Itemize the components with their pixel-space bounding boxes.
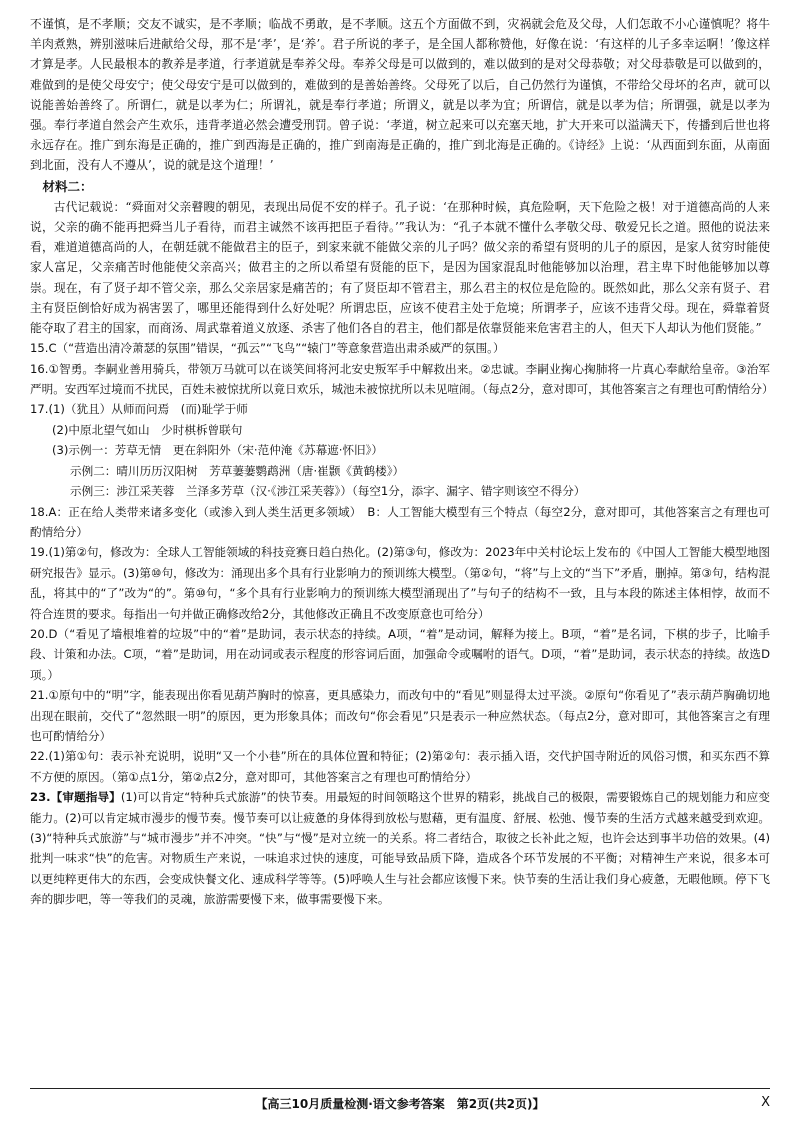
answer-q17-2: (2)中原北望气如山 少时棋柝曾联句	[52, 422, 243, 437]
answer-q23-tag: 23.【审题指导】	[30, 790, 121, 805]
footer-text: 【高三10月质量检测·语文参考答案 第2页(共2页)】	[255, 1097, 545, 1111]
page-footer	[30, 1088, 770, 1112]
answer-q20: 20.D（“看见了墙根堆着的垃圾”中的“着”是助词，表示状态的持续。A项，“着”是动词，解释为接上。B项，“着”是名词，下棋的步子，比喻手段、计策和办法。C项，“着”是助词，用在动词或表示程度的形容词后面，加强命令或嘱咐的语气。D项，“着”是助词，表示状态的持续。故选D项。）	[30, 626, 770, 682]
answer-q17-1: 17.(1)（犹且）从师而问焉 (而)耻学于师	[30, 402, 248, 417]
answer-q19: 19.(1)第②句，修改为：全球人工智能领域的科技竞赛日趋白热化。(2)第③句，修改为：2023年中关村论坛上发布的《中国人工智能大模型地图研究报告》显示。(3)第⑩句，修改为：涌现出多个具有行业影响力的预训练大模型。（第②句，“将”与上文的“当下”矛盾，删掉。第③句，结构混乱，将其中的“了”改为“的”。第⑩句，“多个具有行业影响力的预训练大模型涌现出了”与句子的结构不一致，且与本段的陈述主体相悖，故而不符合连贯的要求。每指出一句并做正确修改给2分，其他修改正确且不改变原意也可给分）	[30, 545, 770, 621]
material2-heading: 材料二：	[42, 178, 93, 194]
passage-translation-top: 不谨慎，是不孝顺；交友不诚实，是不孝顺；临战不勇敢，是不孝顺。这五个方面做不到，灾祸就会危及父母，人们怎敢不小心谨慎呢？将牛羊肉煮熟，辨别滋味后进献给父母，那不是‘孝’，是‘养’。君子所说的孝子，是全国人都称赞他，好像在说：‘有这样的儿子多幸运啊！’像这样才算是孝。人民最根本的教养是孝道，行孝道就是奉养父母。奉养父母是可以做到的，难以做到的是对父母恭敬；对父母恭敬是可以做到的，难做到的是使父母安宁；使父母安宁是可以做到的，难做到的是善始善终。父母死了以后，自己仍然行为谨慎，不带给父母坏的名声，就可以说能善始善终了。所谓仁，就是以孝为仁；所谓礼，就是奉行孝道；所谓义，就是以孝为宜；所谓信，就是以孝为信；所谓强，就是以孝为强。奉行孝道自然会产生欢乐，违背孝道必然会遭受刑罚。曾子说：‘孝道，树立起来可以充塞天地，扩大开来可以溢满天下，传播到后世也将永远存在。推广到东海是正确的，推广到西海是正确的，推广到南海是正确的，推广到北海是正确的。《诗经》上说：‘从西面到东面，从南面到北面，没有人不遵从’，说的就是这个道理！’	[30, 17, 770, 173]
answer-q17-3a: (3)示例一：芳草无情 更在斜阳外（宋·范仲淹《苏幕遮·怀旧》）	[52, 443, 384, 458]
answer-q15: 15.C（“营造出清冷萧瑟的氛围”错误，“孤云”“飞鸟”“辕门”等意象营造出肃杀威严的氛围。）	[30, 341, 505, 356]
answer-q17-3b: 示例二：晴川历历汉阳树 芳草萋萋鹦鹉洲（唐·崔颢《黄鹤楼》）	[70, 463, 405, 478]
answer-q21: 21.①原句中的“明”字，能表现出你看见葫芦胸时的惊喜，更具感染力，而改句中的“看见”则显得太过平淡。②原句“你看见了”表示葫芦胸确切地出现在眼前，交代了“忽然眼一明”的原因，更为形象具体；而改句“你会看见”只是表示一种应然状态。（每点2分，意对即可，其他答案言之有理也可酌情给分）	[30, 688, 770, 743]
answer-q16: 16.①智勇。李嗣业善用骑兵，带领万马就可以在谈笑间将河北安史叛军手中解救出来。②忠诚。李嗣业掬心掬肺将一片真心奉献给皇帝。③治军严明。安西军过境而不扰民，百姓未被惊扰所以竟日欢乐，城池未被惊扰所以未见喧闹。（每点2分，意对即可，其他答案言之有理也可酌情给分）	[30, 361, 774, 397]
answer-q22: 22.(1)第①句：表示补充说明，说明“又一个小巷”所在的具体位置和特征；(2)第②句：表示插入语，交代护国寺附近的风俗习惯，和买东西不算不方便的原因。（第①点1分，第②点2分，意对即可，其他答案言之有理也可酌情给分）	[30, 749, 770, 784]
answer-q23-text: (1)可以肯定“特种兵式旅游”的快节奏。用最短的时间领略这个世界的精彩，挑战自己的极限，需要锻炼自己的规划能力和应变能力。(2)可以肯定城市漫步的慢节奏。慢节奏可以让疲惫的身体得到放松与慰藉，更有温度、舒展、松弛、慢节奏的生活方式越来越受到欢迎。(3)“特种兵式旅游”与“城市漫步”并不冲突。“快”与“慢”是对立统一的关系。将二者结合，取彼之长补此之短，也许会达到事半功倍的效果。(4)批判一味求“快”的危害。对物质生产来说，一味追求过快的速度，可能导致品质下降，造成各个环节发展的不平衡；对精神生产来说，很多本可以更纯粹更伟大的东西，会变成快餐文化、速成科学等等。(5)呼唤人生与社会都应该慢下来。快节奏的生活让我们身心疲惫，无暇他顾。停下飞奔的脚步吧，等一等我们的灵魂，旅游需要慢下来，做事需要慢下来。	[30, 790, 770, 907]
answer-q17-3c: 示例三：涉江采芙蓉 兰泽多芳草（汉·《涉江采芙蓉》）（每空1分，添字、漏字、错字则该空不得分）	[70, 484, 586, 499]
answer-q23	[30, 787, 770, 909]
footer-mark: X	[761, 1095, 770, 1110]
answer-q18: 18.A：正在给人类带来诸多变化（或渗入到人类生活更多领域） B：人工智能大模型有三个特点（每空2分，意对即可，其他答案言之有理也可酌情给分）	[30, 504, 770, 539]
material2-translation: 古代记载说：“舜面对父亲瞽瞍的朝见，表现出局促不安的样子。孔子说：‘在那种时候，真危险啊，天下危险之极！对于道德高尚的人来说，父亲的确不能再把舜当儿子看待，而君主诚然不该再把臣子看待。’”我认为：“孔子本就不懂什么孝敬父母、敬爱兄长之道。照他的说法来看，难道道德高尚的人，在朝廷就不能做君主的臣子，到家来就不能做父亲的儿子吗？做父亲的希望有贤明的儿子的原因，是家人贫穷时能使家人富足，父亲痛苦时他能使父亲高兴；做君主的之所以希望有贤能的臣下，是因为国家混乱时他能够加以治理，君主卑下时他能够加以尊崇。现在，有了贤子却不管父亲，那么父亲居家是痛苦的；有了贤臣却不管君主，那么君主的权位是危险的。既然如此，那么父亲有贤子、君主有贤臣倒恰好成为祸害罢了，哪里还能得到什么好处呢？所谓忠臣，应该不使君主处于危境；所谓孝子，应该不违背父母。现在，舜靠着贤能夺取了君主的国家，而商汤、周武靠着道义放逐、杀害了他们各自的君主，他们都是依靠贤能来危害君主的人，但天下人却认为他们贤能。”	[30, 199, 770, 336]
